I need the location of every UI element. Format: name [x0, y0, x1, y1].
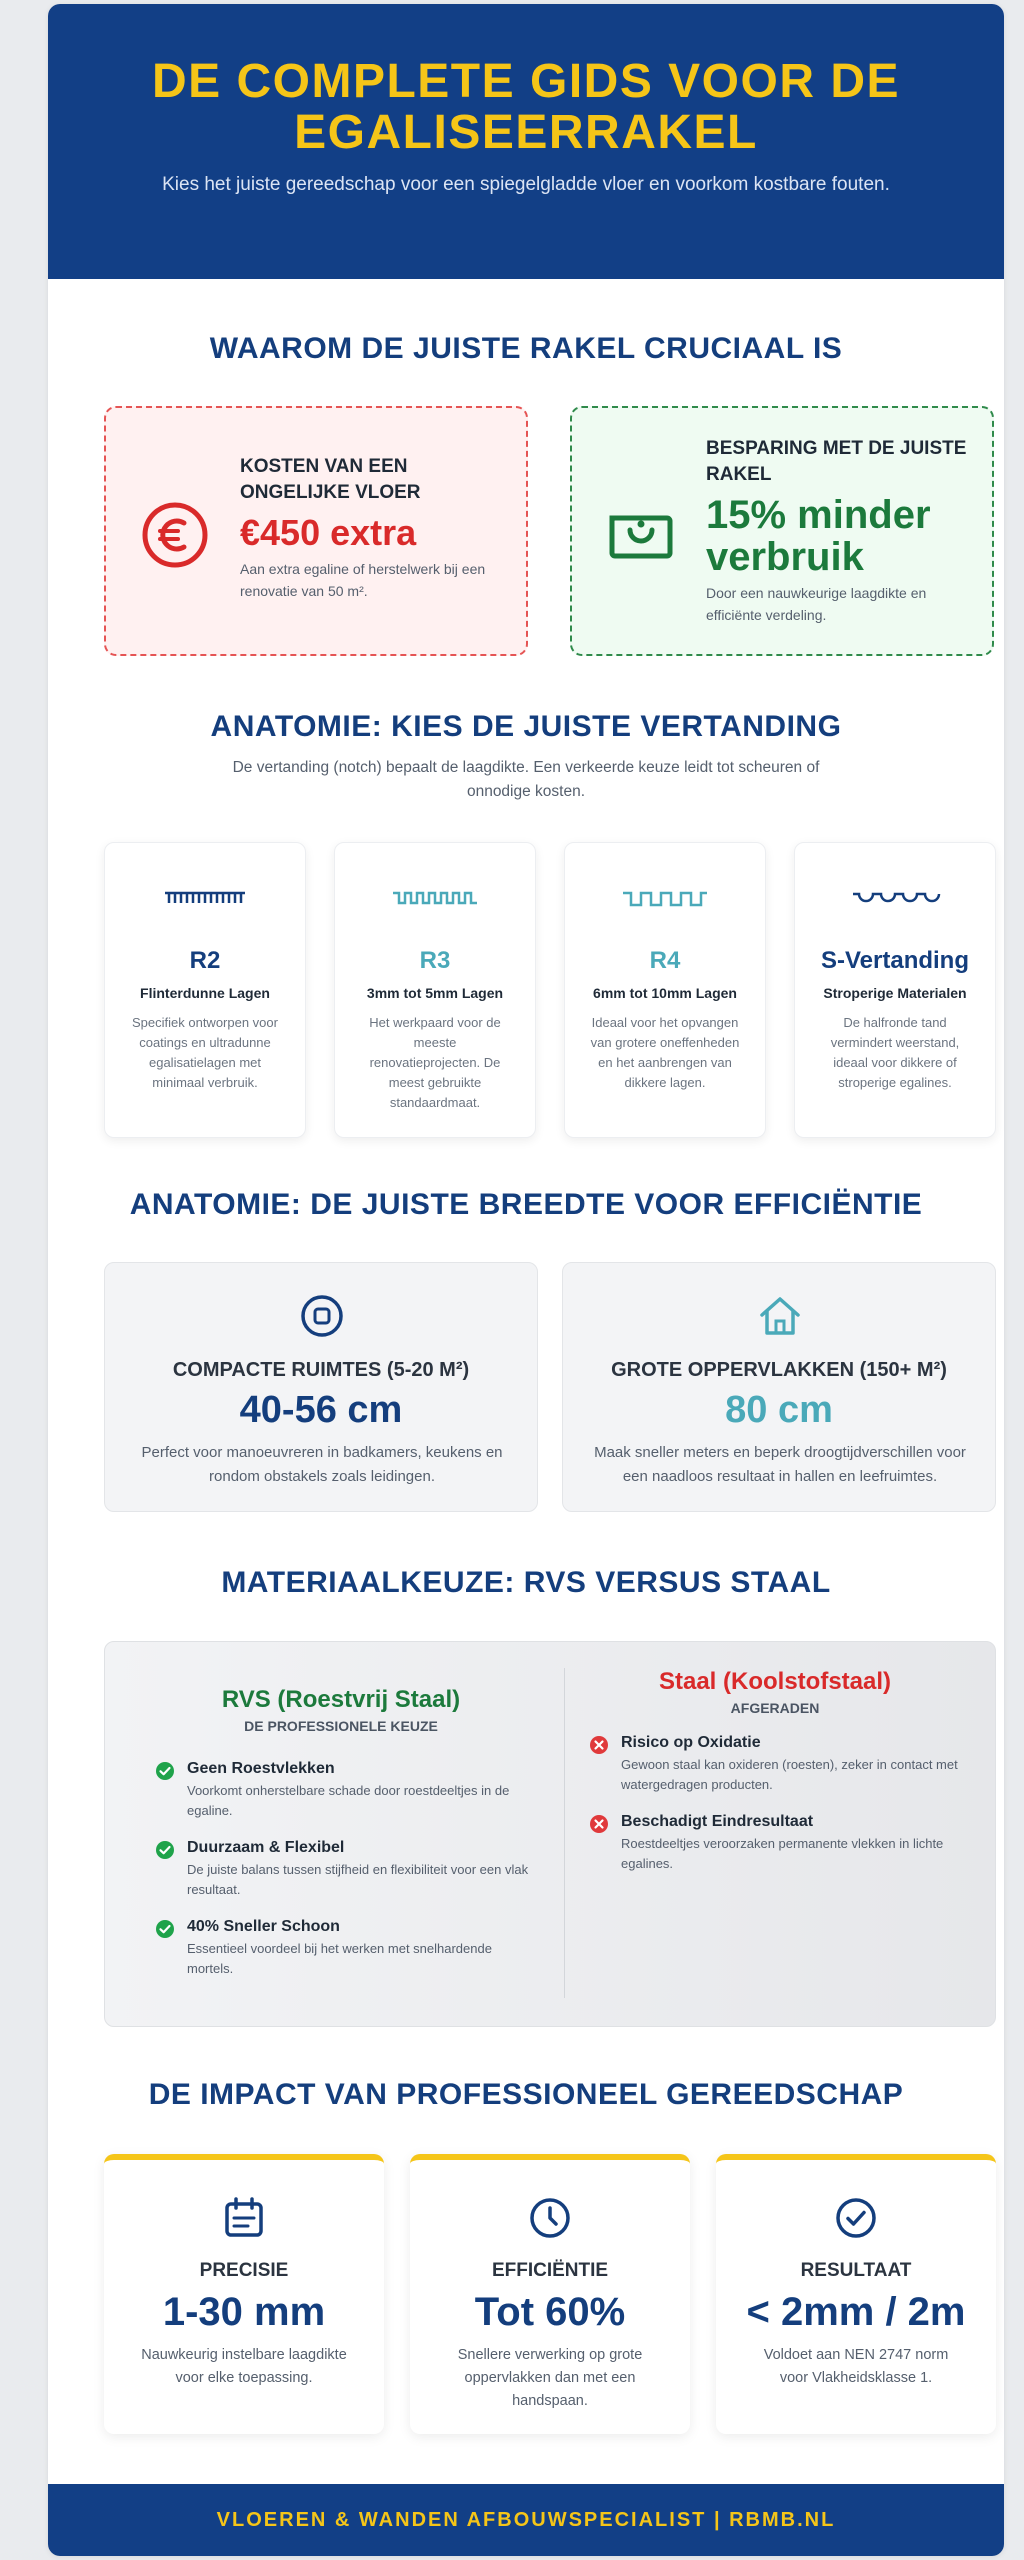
impact-description: Nauwkeurig instelbare laagdikte voor elke toepassing. [141, 2347, 347, 2386]
impact-description: Snellere verwerking op grote oppervlakken dan met een handspaan. [457, 2347, 643, 2409]
impact-card-precisie [104, 2154, 384, 2434]
width-value: 80 cm [725, 1389, 833, 1431]
width-section-title: ANATOMIE: DE JUISTE BREEDTE VOOR EFFICIËNTIE [129, 1188, 923, 1221]
impact-label: EFFICIËNTIE [491, 2260, 609, 2281]
impact-section-title: DE IMPACT VAN PROFESSIONEEL GEREEDSCHAP [148, 2078, 904, 2111]
savings-heading: BESPARING MET DE JUISTE RAKEL [706, 438, 967, 485]
impact-value: < 2mm / 2m [746, 2290, 966, 2334]
staal-tag: AFGERADEN [730, 1700, 820, 1716]
benefit-title: 40% Sneller Schoon [187, 1918, 340, 1935]
width-description: Maak sneller meters en beperk droogtijdverschillen voor een naadloos resultaat in hallen en leefruimtes. [594, 1444, 966, 1485]
notch-description: Specifiek ontworpen voor coatings en ultradunne egalisatielagen met minimaal verbruik. [132, 1015, 278, 1090]
drawback-title: Beschadigt Eindresultaat [621, 1813, 814, 1830]
cost-description: Aan extra egaline of herstelwerk bij een renovatie van 50 m². [240, 561, 486, 599]
width-title: COMPACTE RUIMTES (5-20 M²) [172, 1359, 470, 1381]
drawback-description: Gewoon staal kan oxideren (roesten), zeker in contact met watergedragen producten. [621, 1757, 958, 1792]
notch-subtitle: 3mm tot 5mm Lagen [366, 985, 504, 1001]
notch-subtitle: 6mm tot 10mm Lagen [593, 985, 737, 1001]
page-title: DE COMPLETE GIDS VOOR DE EGALISEERRAKEL [151, 55, 901, 159]
cost-value: €450 extra [240, 512, 417, 553]
notch-name: R3 [419, 947, 451, 974]
drawback-description: Roestdeeltjes veroorzaken permanente vlekken in lichte egalines. [621, 1836, 944, 1871]
impact-label: PRECISIE [199, 2260, 289, 2281]
width-description: Perfect voor manoeuvreren in badkamers, keukens en rondom obstakels zoals leidingen. [141, 1444, 503, 1485]
footer-banner [48, 2484, 1004, 2556]
notch-subtitle: Stroperige Materialen [823, 985, 967, 1001]
benefit-description: Essentieel voordeel bij het werken met snelhardende mortels. [187, 1941, 492, 1976]
impact-label: RESULTAAT [800, 2260, 912, 2281]
notch-description: Ideaal voor het opvangen van grotere oneffenheden en het aanbrengen van dikkere lagen. [590, 1015, 740, 1090]
staal-heading: Staal (Koolstofstaal) [658, 1668, 892, 1695]
impact-card-efficientie [410, 2154, 690, 2434]
page-subtitle: Kies het juiste gereedschap voor een spiegelgladde vloer en voorkom kostbare fouten. [162, 174, 890, 195]
clock-icon [528, 2196, 572, 2240]
material-section-title: MATERIAALKEUZE: RVS VERSUS STAAL [221, 1566, 831, 1599]
rvs-heading: RVS (Roestvrij Staal) [221, 1686, 461, 1713]
width-value: 40-56 cm [239, 1389, 403, 1431]
infographic-page [48, 4, 1004, 2556]
footer-text: VLOEREN & WANDEN AFBOUWSPECIALIST | RBMB.NL [216, 2509, 836, 2531]
notch-name: R4 [649, 947, 681, 974]
savings-description: Door een nauwkeurige laagdikte en efficiënte verdeling. [706, 585, 927, 623]
cost-heading: KOSTEN VAN EEN ONGELIJKE VLOER [240, 456, 421, 503]
impact-description: Voldoet aan NEN 2747 norm voor Vlakheidsklasse 1. [763, 2347, 949, 2386]
drawback-title: Risico op Oxidatie [621, 1734, 761, 1751]
check-circle-icon [834, 2196, 878, 2240]
impact-card-resultaat [716, 2154, 996, 2434]
benefit-title: Geen Roestvlekken [187, 1760, 335, 1777]
impact-cards [96, 4, 996, 2556]
impact-value: 1-30 mm [162, 2290, 326, 2334]
benefit-description: Voorkomt onherstelbare schade door roestdeeltjes in de egaline. [187, 1783, 510, 1818]
benefit-title: Duurzaam & Flexibel [187, 1839, 345, 1856]
notch-section-subtitle: De vertanding (notch) bepaalt de laagdikte. Een verkeerde keuze leidt tot scheuren of onnodige kosten. [232, 759, 820, 800]
notch-subtitle: Flinterdunne Lagen [140, 985, 270, 1001]
notch-name: S-Vertanding [820, 947, 970, 974]
notch-section-title: ANATOMIE: KIES DE JUISTE VERTANDING [210, 710, 842, 743]
notch-name: R2 [189, 947, 221, 974]
calendar-icon [222, 2196, 266, 2240]
impact-value: Tot 60% [474, 2290, 626, 2334]
why-section-title: WAAROM DE JUISTE RAKEL CRUCIAAL IS [209, 332, 843, 365]
notch-description: Het werkpaard voor de meeste renovatieprojecten. De meest gebruikte standaardmaat. [369, 1015, 501, 1110]
savings-value: 15% minder verbruik [706, 493, 931, 579]
rvs-tag: DE PROFESSIONELE KEUZE [244, 1718, 438, 1734]
notch-description: De halfronde tand vermindert weerstand, ideaal voor dikkere of stroperige egalines. [830, 1015, 960, 1090]
benefit-description: De juiste balans tussen stijfheid en flexibiliteit voor een vlak resultaat. [187, 1862, 529, 1897]
width-title: GROTE OPPERVLAKKEN (150+ M²) [611, 1359, 947, 1381]
